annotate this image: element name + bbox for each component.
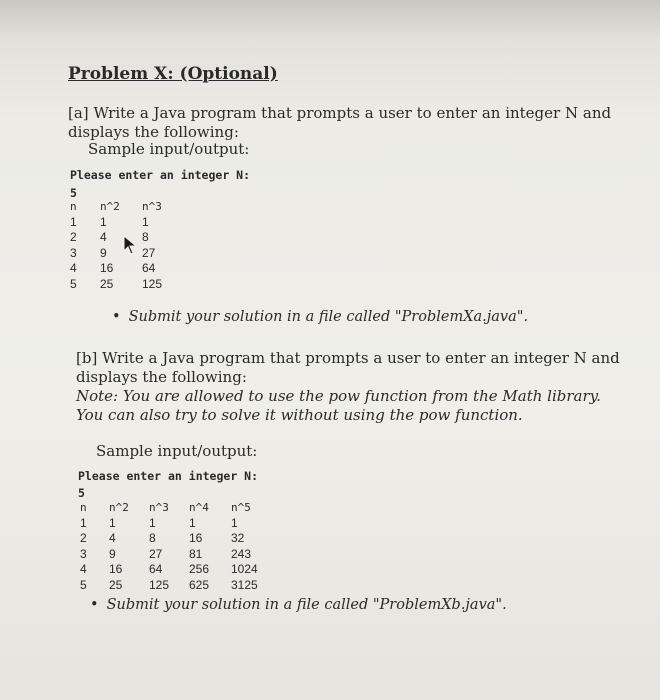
table-cell: 4 <box>80 562 87 577</box>
table-cell: 625 <box>189 577 210 592</box>
table-cell: 25 <box>100 276 114 291</box>
table-row <box>80 515 271 530</box>
table-cell: 243 <box>231 546 252 561</box>
table-cell: 2 <box>70 230 77 245</box>
part-a-submit-note <box>112 309 528 325</box>
table-row <box>80 546 271 561</box>
table-cell: 1 <box>109 516 116 531</box>
table-row <box>80 531 271 546</box>
table-cell: 1 <box>80 516 87 531</box>
part-b-description <box>76 349 621 387</box>
header-cell: n^5 <box>231 501 251 515</box>
problem-optional-label: (Optional) <box>179 64 278 84</box>
table-cell: 64 <box>142 261 156 276</box>
table-cell: 1 <box>149 516 156 531</box>
table-row <box>80 562 271 577</box>
part-b-prompt: Please enter an integer N: <box>78 469 259 483</box>
header-cell: n^3 <box>142 200 162 214</box>
table-cell: 64 <box>149 562 163 577</box>
header-cell: n <box>80 501 87 515</box>
table-cell: 125 <box>149 577 170 592</box>
table-row <box>80 577 271 592</box>
header-cell: n^4 <box>189 501 209 515</box>
table-cell: 25 <box>109 577 123 592</box>
problem-title-label: Problem X: <box>68 64 174 84</box>
table-cell: 1 <box>100 215 107 230</box>
mouse-cursor-icon <box>122 235 138 255</box>
table-cell: 3 <box>70 245 77 260</box>
table-cell: 5 <box>70 276 77 291</box>
table-cell: 9 <box>100 245 107 260</box>
table-row <box>70 276 182 291</box>
table-cell: 4 <box>100 230 107 245</box>
table-header-row <box>70 199 182 214</box>
part-b-submit-note <box>90 597 507 613</box>
table-cell: 81 <box>189 546 203 561</box>
header-cell: n^2 <box>109 501 129 515</box>
table-cell: 16 <box>109 562 123 577</box>
table-cell: 125 <box>142 276 163 291</box>
part-b-sample-heading: Sample input/output: <box>96 442 258 460</box>
table-cell: 9 <box>109 546 116 561</box>
table-cell: 27 <box>149 546 163 561</box>
table-cell: 5 <box>80 577 87 592</box>
table-cell: 16 <box>100 261 114 276</box>
table-cell: 1 <box>142 215 149 230</box>
table-cell: 32 <box>231 531 245 546</box>
part-a-sample-heading: Sample input/output: <box>88 140 250 158</box>
part-b-note: Note: You are allowed to use the pow function from the Math library. You can also try to solve it without using the pow function. <box>76 387 601 424</box>
table-row <box>70 261 182 276</box>
table-cell: 4 <box>109 531 116 546</box>
part-b-text: Write a Java program that prompts a user to enter an integer N and displays the following: <box>76 349 620 386</box>
part-b-output-table <box>80 500 271 592</box>
table-cell: 4 <box>70 261 77 276</box>
table-cell: 3125 <box>231 577 258 592</box>
table-cell: 3 <box>80 546 87 561</box>
part-a-description <box>68 104 613 142</box>
table-cell: 1 <box>231 516 238 531</box>
table-cell: 1024 <box>231 562 258 577</box>
table-row <box>70 214 182 229</box>
table-cell: 8 <box>142 230 149 245</box>
part-a-input-value: 5 <box>70 186 77 200</box>
table-cell: 1 <box>70 215 77 230</box>
part-a-submit-text: Submit your solution in a file called "ProblemXa.java". <box>128 309 529 325</box>
part-b-submit-text: Submit your solution in a file called "ProblemXb.java". <box>106 597 507 613</box>
header-cell: n^3 <box>149 501 169 515</box>
table-header-row <box>80 500 271 515</box>
problem-title <box>68 64 278 84</box>
part-a-label: [a] <box>68 104 89 122</box>
bullet-icon: • <box>90 597 99 613</box>
table-cell: 2 <box>80 531 87 546</box>
table-cell: 8 <box>149 531 156 546</box>
part-b-label: [b] <box>76 349 98 367</box>
header-cell: n <box>70 200 77 214</box>
part-a-prompt: Please enter an integer N: <box>70 168 251 182</box>
table-cell: 1 <box>189 516 196 531</box>
table-cell: 256 <box>189 562 210 577</box>
part-b-input-value: 5 <box>78 486 85 500</box>
part-a-text: Write a Java program that prompts a user to enter an integer N and displays the following: <box>68 104 612 141</box>
bullet-icon: • <box>112 309 121 325</box>
header-cell: n^2 <box>100 200 120 214</box>
table-cell: 16 <box>189 531 203 546</box>
table-cell: 27 <box>142 245 156 260</box>
